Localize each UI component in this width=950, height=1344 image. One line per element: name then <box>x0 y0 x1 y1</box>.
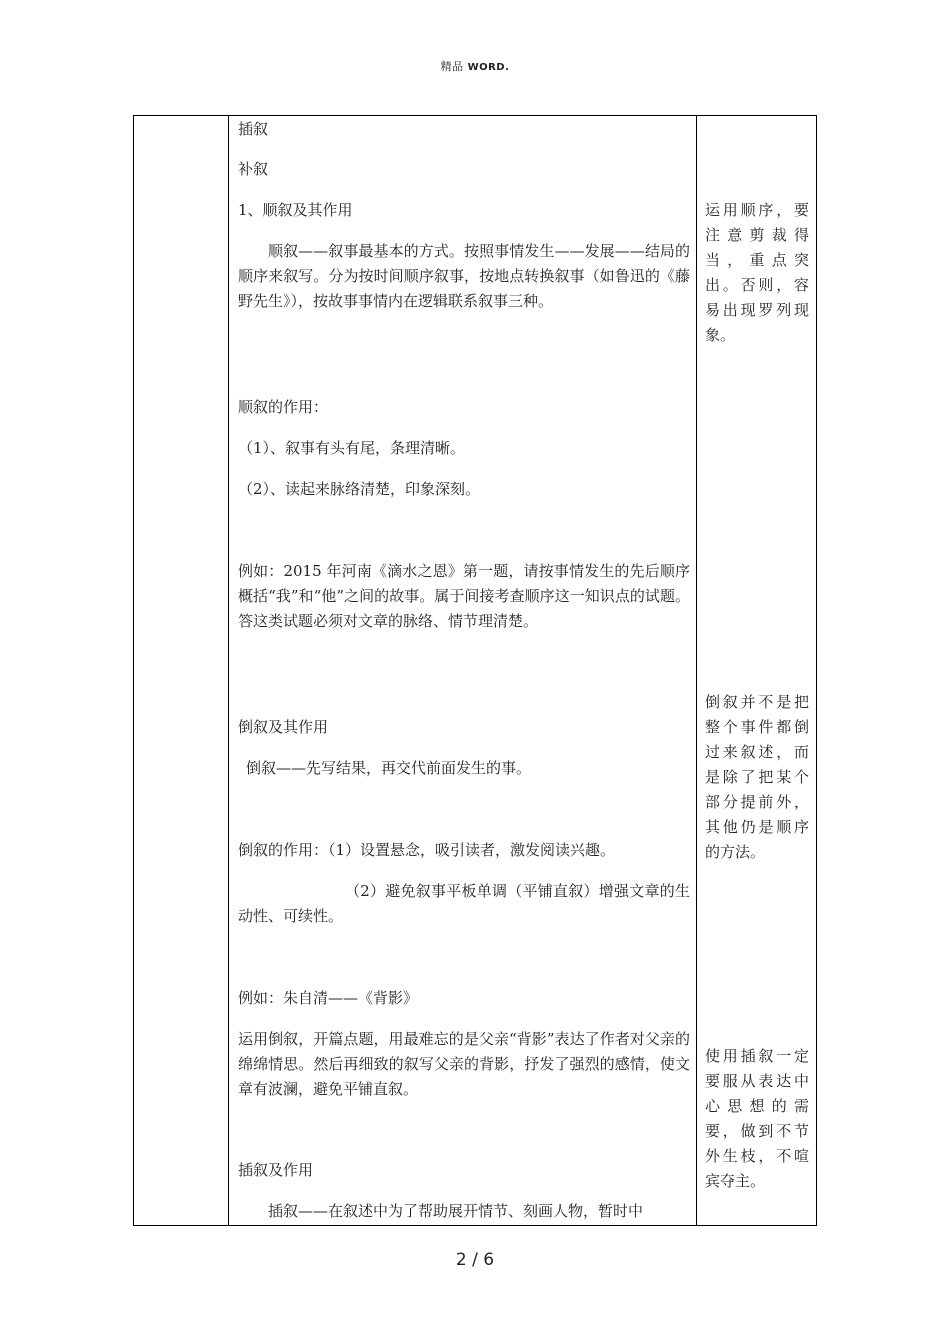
header-prefix: 精品 <box>440 60 464 73</box>
note-daoxu: 倒叙并不是把整个事件都倒过来叙述，而是除了把某个部分提前外，其他仍是顺序的方法。 <box>705 693 809 861</box>
note-shunxu: 运用顺序，要注意剪裁得当，重点突出。否则，容易出现罗列现象。 <box>705 201 809 344</box>
note-chaxu: 使用插叙一定要服从表达中心思想的需要，做到不节外生枝，不喧宾夺主。 <box>705 1047 809 1190</box>
paragraph-shunxu-example: 例如：2015 年河南《滴水之恩》第一题，请按事情发生的先后顺序概括“我”和“他”之间的故事。属于间接考查顺序这一知识点的试题。答这类试题必须对文章的脉络、情节理清楚。 <box>238 562 690 630</box>
paragraph-daoxu-effect-1: 倒叙的作用：（1）设置悬念，吸引读者，激发阅读兴趣。 <box>238 841 616 859</box>
section-heading-chaxu: 插叙及作用 <box>238 1161 314 1179</box>
column-divider-right <box>696 116 697 1225</box>
paragraph-beiying-analysis: 运用倒叙，开篇点题，用最难忘的是父亲“背影”表达了作者对父亲的绵绵情思。然后再细致的叙写父亲的背影，抒发了强烈的感情，使文章有波澜，避免平铺直叙。 <box>238 1030 690 1098</box>
page-header <box>0 58 950 74</box>
paragraph-daoxu-example: 例如：朱自清——《背影》 <box>238 989 419 1007</box>
paragraph-buxu: 补叙 <box>238 160 269 178</box>
paragraph-shunxu-definition: 顺叙——叙事最基本的方式。按照事情发生——发展——结局的顺序来叙写。分为按时间顺序叙事，按地点转换叙事（如鲁迅的《藤野先生》），按故事事情内在逻辑联系叙事三种。 <box>238 242 690 310</box>
section-heading-daoxu: 倒叙及其作用 <box>238 718 329 736</box>
paragraph-shunxu-effect-title: 顺叙的作用： <box>238 398 329 416</box>
section-heading-shunxu: 1、顺叙及其作用 <box>238 201 353 219</box>
header-brand: WORD. <box>467 62 510 73</box>
paragraph-daoxu-effect-2: （2）避免叙事平板单调（平铺直叙）增强文章的生动性、可续性。 <box>238 882 690 925</box>
paragraph-shunxu-effect-1: （1）、叙事有头有尾，条理清晰。 <box>238 439 466 457</box>
paragraph-shunxu-effect-2: （2）、读起来脉络清楚，印象深刻。 <box>238 480 481 498</box>
paragraph-chaxu: 插叙 <box>238 120 269 138</box>
notes-column <box>705 116 811 1225</box>
paragraph-chaxu-definition: 插叙——在叙述中为了帮助展开情节、刻画人物，暂时中 <box>268 1202 644 1220</box>
paragraph-daoxu-definition: 倒叙——先写结果，再交代前面发生的事。 <box>246 759 532 777</box>
page-number: 2 / 6 <box>455 1250 495 1270</box>
content-table <box>133 115 817 1226</box>
column-divider-left <box>228 116 229 1225</box>
main-content-column <box>238 116 690 1225</box>
